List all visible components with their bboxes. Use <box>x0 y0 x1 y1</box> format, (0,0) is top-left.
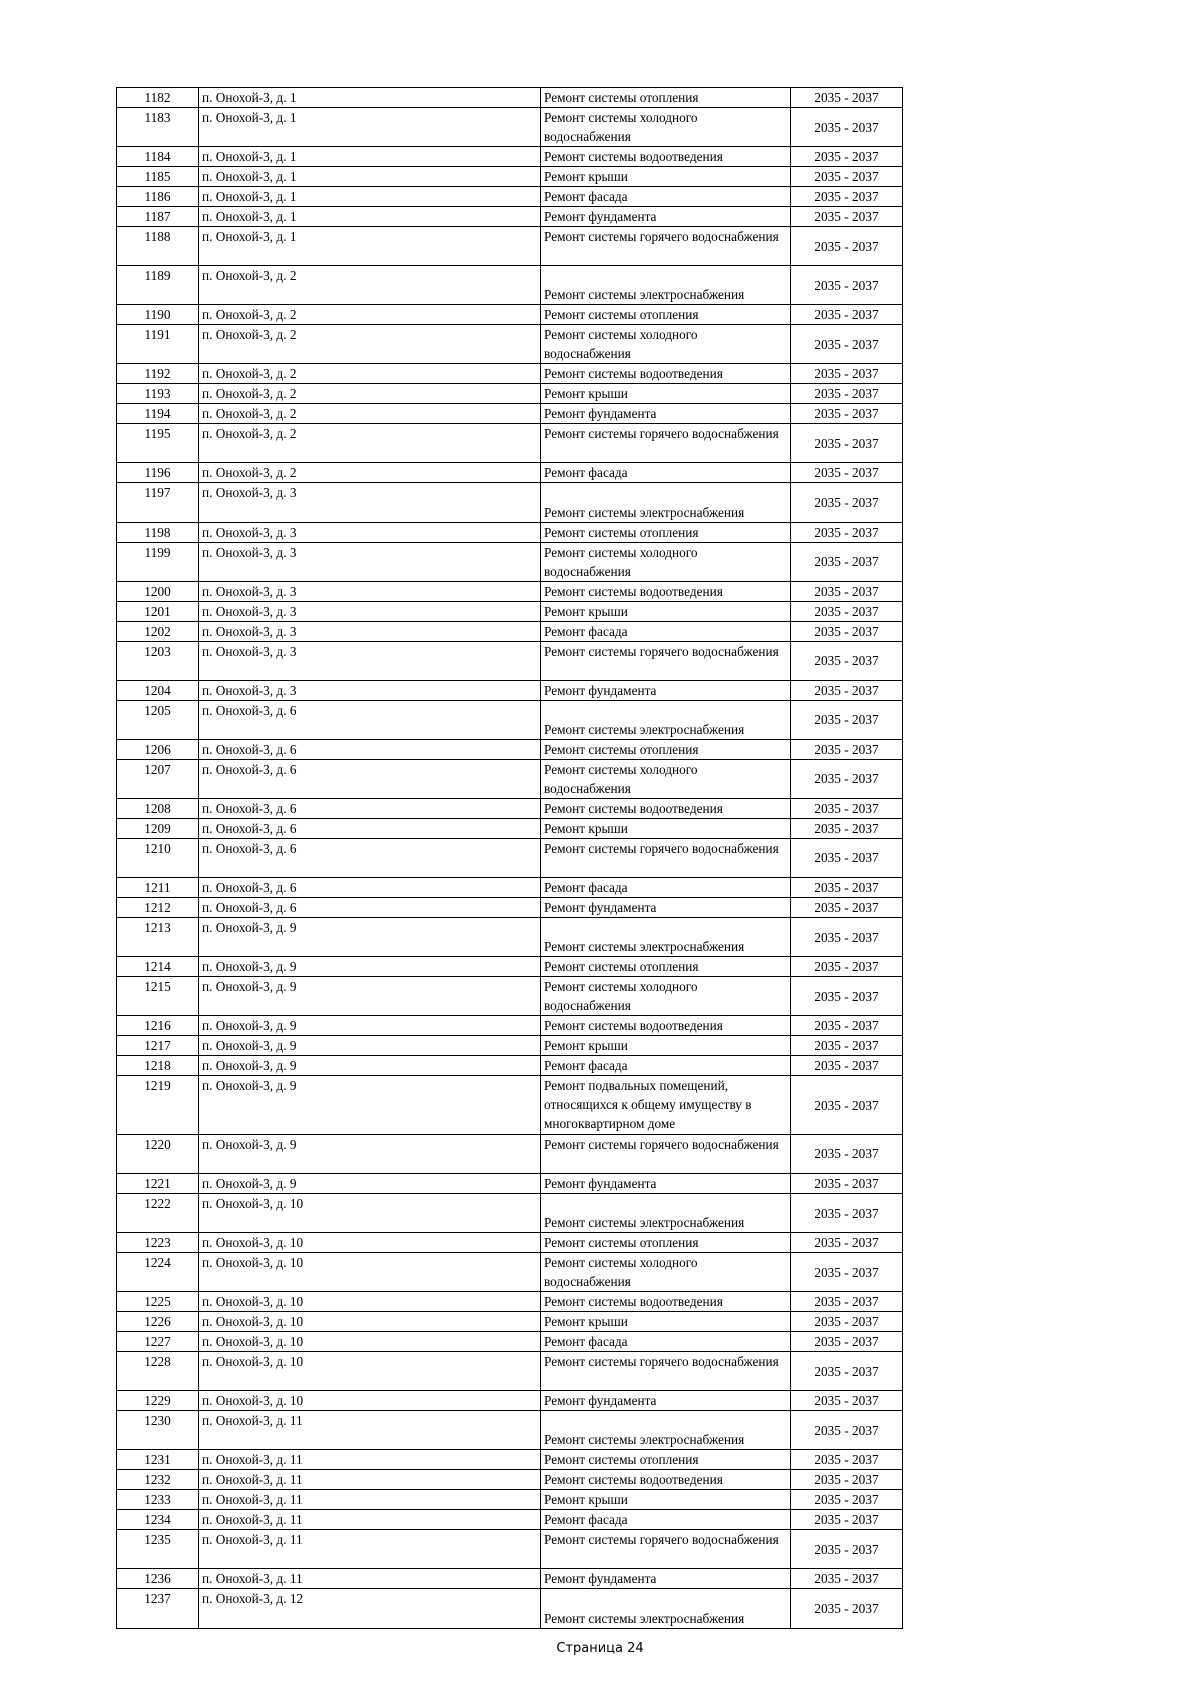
work-type-cell: Ремонт системы отопления <box>541 739 791 759</box>
address-cell: п. Онохой-3, д. 2 <box>199 266 541 305</box>
address-cell: п. Онохой-3, д. 9 <box>199 1016 541 1036</box>
period-cell: 2035 - 2037 <box>791 1174 903 1194</box>
work-type-cell: Ремонт системы электроснабжения <box>541 483 791 522</box>
row-number-cell: 1214 <box>117 957 199 977</box>
period-cell: 2035 - 2037 <box>791 1292 903 1312</box>
work-type-cell: Ремонт системы горячего водоснабжения <box>541 838 791 877</box>
address-cell: п. Онохой-3, д. 9 <box>199 1076 541 1135</box>
address-cell: п. Онохой-3, д. 3 <box>199 680 541 700</box>
table-row <box>117 621 903 641</box>
row-number-cell: 1231 <box>117 1450 199 1470</box>
row-number-cell: 1208 <box>117 798 199 818</box>
address-cell: п. Онохой-3, д. 9 <box>199 1134 541 1173</box>
row-number-cell: 1201 <box>117 601 199 621</box>
table-row <box>117 1174 903 1194</box>
address-cell: п. Онохой-3, д. 11 <box>199 1490 541 1510</box>
row-number-cell: 1203 <box>117 641 199 680</box>
address-cell: п. Онохой-3, д. 1 <box>199 187 541 207</box>
address-cell: п. Онохой-3, д. 11 <box>199 1450 541 1470</box>
period-cell: 2035 - 2037 <box>791 918 903 957</box>
row-number-cell: 1196 <box>117 463 199 483</box>
table-row <box>117 108 903 147</box>
row-number-cell: 1188 <box>117 227 199 266</box>
table-row <box>117 1510 903 1530</box>
period-cell: 2035 - 2037 <box>791 1450 903 1470</box>
table-row <box>117 898 903 918</box>
address-cell: п. Онохой-3, д. 3 <box>199 483 541 522</box>
table-row <box>117 88 903 108</box>
work-type-cell: Ремонт системы отопления <box>541 305 791 325</box>
period-cell: 2035 - 2037 <box>791 798 903 818</box>
period-cell: 2035 - 2037 <box>791 1332 903 1352</box>
table-row <box>117 1312 903 1332</box>
table-row <box>117 1450 903 1470</box>
table-row <box>117 977 903 1016</box>
row-number-cell: 1237 <box>117 1589 199 1628</box>
row-number-cell: 1221 <box>117 1174 199 1194</box>
address-cell: п. Онохой-3, д. 6 <box>199 898 541 918</box>
period-cell: 2035 - 2037 <box>791 187 903 207</box>
work-type-cell: Ремонт крыши <box>541 384 791 404</box>
period-cell: 2035 - 2037 <box>791 167 903 187</box>
period-cell: 2035 - 2037 <box>791 266 903 305</box>
work-type-cell: Ремонт фундамента <box>541 207 791 227</box>
row-number-cell: 1217 <box>117 1036 199 1056</box>
table-row <box>117 305 903 325</box>
row-number-cell: 1194 <box>117 404 199 424</box>
work-type-cell: Ремонт фасада <box>541 463 791 483</box>
row-number-cell: 1206 <box>117 739 199 759</box>
period-cell: 2035 - 2037 <box>791 1312 903 1332</box>
address-cell: п. Онохой-3, д. 2 <box>199 424 541 463</box>
address-cell: п. Онохой-3, д. 6 <box>199 878 541 898</box>
work-type-cell: Ремонт подвальных помещений, относящихся к общему имуществу в многоквартирном доме <box>541 1076 791 1135</box>
table-row <box>117 918 903 957</box>
work-type-cell: Ремонт фасада <box>541 621 791 641</box>
address-cell: п. Онохой-3, д. 10 <box>199 1194 541 1233</box>
work-type-cell: Ремонт системы холодного водоснабжения <box>541 1253 791 1292</box>
period-cell: 2035 - 2037 <box>791 1470 903 1490</box>
address-cell: п. Онохой-3, д. 9 <box>199 1036 541 1056</box>
work-type-cell: Ремонт системы отопления <box>541 88 791 108</box>
row-number-cell: 1233 <box>117 1490 199 1510</box>
period-cell: 2035 - 2037 <box>791 1510 903 1530</box>
period-cell: 2035 - 2037 <box>791 1530 903 1569</box>
address-cell: п. Онохой-3, д. 10 <box>199 1253 541 1292</box>
period-cell: 2035 - 2037 <box>791 404 903 424</box>
work-type-cell: Ремонт системы электроснабжения <box>541 1411 791 1450</box>
address-cell: п. Онохой-3, д. 6 <box>199 700 541 739</box>
period-cell: 2035 - 2037 <box>791 1036 903 1056</box>
period-cell: 2035 - 2037 <box>791 364 903 384</box>
row-number-cell: 1212 <box>117 898 199 918</box>
table-row <box>117 364 903 384</box>
address-cell: п. Онохой-3, д. 6 <box>199 818 541 838</box>
work-type-cell: Ремонт системы водоотведения <box>541 1292 791 1312</box>
period-cell: 2035 - 2037 <box>791 522 903 542</box>
address-cell: п. Онохой-3, д. 3 <box>199 542 541 581</box>
address-cell: п. Онохой-3, д. 10 <box>199 1391 541 1411</box>
address-cell: п. Онохой-3, д. 11 <box>199 1510 541 1530</box>
repair-schedule-table <box>116 87 903 1629</box>
table-row <box>117 1016 903 1036</box>
row-number-cell: 1232 <box>117 1470 199 1490</box>
period-cell: 2035 - 2037 <box>791 818 903 838</box>
table-row <box>117 404 903 424</box>
work-type-cell: Ремонт системы горячего водоснабжения <box>541 641 791 680</box>
table-row <box>117 798 903 818</box>
row-number-cell: 1200 <box>117 581 199 601</box>
period-cell: 2035 - 2037 <box>791 325 903 364</box>
row-number-cell: 1191 <box>117 325 199 364</box>
period-cell: 2035 - 2037 <box>791 1056 903 1076</box>
work-type-cell: Ремонт крыши <box>541 167 791 187</box>
work-type-cell: Ремонт фундамента <box>541 680 791 700</box>
address-cell: п. Онохой-3, д. 1 <box>199 207 541 227</box>
address-cell: п. Онохой-3, д. 3 <box>199 522 541 542</box>
period-cell: 2035 - 2037 <box>791 621 903 641</box>
period-cell: 2035 - 2037 <box>791 700 903 739</box>
address-cell: п. Онохой-3, д. 2 <box>199 463 541 483</box>
work-type-cell: Ремонт системы холодного водоснабжения <box>541 108 791 147</box>
row-number-cell: 1227 <box>117 1332 199 1352</box>
table-row <box>117 1391 903 1411</box>
address-cell: п. Онохой-3, д. 3 <box>199 581 541 601</box>
row-number-cell: 1234 <box>117 1510 199 1530</box>
table-row <box>117 1134 903 1173</box>
row-number-cell: 1190 <box>117 305 199 325</box>
work-type-cell: Ремонт системы горячего водоснабжения <box>541 424 791 463</box>
work-type-cell: Ремонт фасада <box>541 1056 791 1076</box>
row-number-cell: 1182 <box>117 88 199 108</box>
row-number-cell: 1213 <box>117 918 199 957</box>
row-number-cell: 1216 <box>117 1016 199 1036</box>
row-number-cell: 1199 <box>117 542 199 581</box>
address-cell: п. Онохой-3, д. 1 <box>199 108 541 147</box>
table-row <box>117 463 903 483</box>
work-type-cell: Ремонт системы водоотведения <box>541 1470 791 1490</box>
address-cell: п. Онохой-3, д. 12 <box>199 1589 541 1628</box>
table-row <box>117 325 903 364</box>
address-cell: п. Онохой-3, д. 10 <box>199 1352 541 1391</box>
row-number-cell: 1222 <box>117 1194 199 1233</box>
work-type-cell: Ремонт системы горячего водоснабжения <box>541 1134 791 1173</box>
address-cell: п. Онохой-3, д. 2 <box>199 384 541 404</box>
row-number-cell: 1185 <box>117 167 199 187</box>
work-type-cell: Ремонт системы электроснабжения <box>541 918 791 957</box>
work-type-cell: Ремонт крыши <box>541 1036 791 1056</box>
table-row <box>117 424 903 463</box>
work-type-cell: Ремонт системы электроснабжения <box>541 266 791 305</box>
table-row <box>117 384 903 404</box>
row-number-cell: 1230 <box>117 1411 199 1450</box>
period-cell: 2035 - 2037 <box>791 1016 903 1036</box>
work-type-cell: Ремонт фасада <box>541 1332 791 1352</box>
row-number-cell: 1225 <box>117 1292 199 1312</box>
table-row <box>117 266 903 305</box>
address-cell: п. Онохой-3, д. 3 <box>199 621 541 641</box>
row-number-cell: 1183 <box>117 108 199 147</box>
table-body <box>117 88 903 1629</box>
row-number-cell: 1224 <box>117 1253 199 1292</box>
work-type-cell: Ремонт системы холодного водоснабжения <box>541 325 791 364</box>
address-cell: п. Онохой-3, д. 9 <box>199 957 541 977</box>
work-type-cell: Ремонт системы горячего водоснабжения <box>541 227 791 266</box>
work-type-cell: Ремонт системы водоотведения <box>541 364 791 384</box>
table-row <box>117 207 903 227</box>
row-number-cell: 1184 <box>117 147 199 167</box>
work-type-cell: Ремонт крыши <box>541 601 791 621</box>
table-row <box>117 1332 903 1352</box>
row-number-cell: 1219 <box>117 1076 199 1135</box>
table-row <box>117 147 903 167</box>
table-row <box>117 1490 903 1510</box>
address-cell: п. Онохой-3, д. 3 <box>199 601 541 621</box>
address-cell: п. Онохой-3, д. 11 <box>199 1530 541 1569</box>
table-row <box>117 759 903 798</box>
work-type-cell: Ремонт системы электроснабжения <box>541 700 791 739</box>
work-type-cell: Ремонт крыши <box>541 1490 791 1510</box>
table-row <box>117 1411 903 1450</box>
table-row <box>117 1056 903 1076</box>
work-type-cell: Ремонт системы горячего водоснабжения <box>541 1352 791 1391</box>
address-cell: п. Онохой-3, д. 9 <box>199 1056 541 1076</box>
row-number-cell: 1186 <box>117 187 199 207</box>
address-cell: п. Онохой-3, д. 6 <box>199 838 541 877</box>
row-number-cell: 1197 <box>117 483 199 522</box>
work-type-cell: Ремонт системы водоотведения <box>541 1016 791 1036</box>
work-type-cell: Ремонт системы холодного водоснабжения <box>541 542 791 581</box>
work-type-cell: Ремонт системы горячего водоснабжения <box>541 1530 791 1569</box>
table-row <box>117 1589 903 1628</box>
table-row <box>117 581 903 601</box>
work-type-cell: Ремонт системы отопления <box>541 957 791 977</box>
work-type-cell: Ремонт фундамента <box>541 1569 791 1589</box>
table-row <box>117 1292 903 1312</box>
address-cell: п. Онохой-3, д. 10 <box>199 1292 541 1312</box>
row-number-cell: 1236 <box>117 1569 199 1589</box>
address-cell: п. Онохой-3, д. 11 <box>199 1470 541 1490</box>
period-cell: 2035 - 2037 <box>791 838 903 877</box>
row-number-cell: 1187 <box>117 207 199 227</box>
period-cell: 2035 - 2037 <box>791 1134 903 1173</box>
period-cell: 2035 - 2037 <box>791 898 903 918</box>
work-type-cell: Ремонт системы отопления <box>541 1233 791 1253</box>
address-cell: п. Онохой-3, д. 1 <box>199 88 541 108</box>
address-cell: п. Онохой-3, д. 1 <box>199 147 541 167</box>
row-number-cell: 1202 <box>117 621 199 641</box>
row-number-cell: 1204 <box>117 680 199 700</box>
table-row <box>117 1470 903 1490</box>
table-row <box>117 957 903 977</box>
period-cell: 2035 - 2037 <box>791 1411 903 1450</box>
period-cell: 2035 - 2037 <box>791 424 903 463</box>
row-number-cell: 1193 <box>117 384 199 404</box>
address-cell: п. Онохой-3, д. 10 <box>199 1312 541 1332</box>
table-row <box>117 739 903 759</box>
address-cell: п. Онохой-3, д. 6 <box>199 798 541 818</box>
address-cell: п. Онохой-3, д. 11 <box>199 1411 541 1450</box>
row-number-cell: 1209 <box>117 818 199 838</box>
table-row <box>117 1194 903 1233</box>
row-number-cell: 1215 <box>117 977 199 1016</box>
period-cell: 2035 - 2037 <box>791 147 903 167</box>
row-number-cell: 1205 <box>117 700 199 739</box>
table-row <box>117 878 903 898</box>
period-cell: 2035 - 2037 <box>791 207 903 227</box>
period-cell: 2035 - 2037 <box>791 1589 903 1628</box>
table-row <box>117 1569 903 1589</box>
row-number-cell: 1226 <box>117 1312 199 1332</box>
period-cell: 2035 - 2037 <box>791 1490 903 1510</box>
row-number-cell: 1207 <box>117 759 199 798</box>
period-cell: 2035 - 2037 <box>791 957 903 977</box>
row-number-cell: 1198 <box>117 522 199 542</box>
address-cell: п. Онохой-3, д. 6 <box>199 739 541 759</box>
period-cell: 2035 - 2037 <box>791 601 903 621</box>
table-row <box>117 838 903 877</box>
table-row <box>117 1233 903 1253</box>
row-number-cell: 1223 <box>117 1233 199 1253</box>
table-row <box>117 1076 903 1135</box>
period-cell: 2035 - 2037 <box>791 1253 903 1292</box>
work-type-cell: Ремонт крыши <box>541 1312 791 1332</box>
work-type-cell: Ремонт системы водоотведения <box>541 798 791 818</box>
table-row <box>117 542 903 581</box>
address-cell: п. Онохой-3, д. 2 <box>199 305 541 325</box>
period-cell: 2035 - 2037 <box>791 1233 903 1253</box>
work-type-cell: Ремонт фундамента <box>541 1174 791 1194</box>
period-cell: 2035 - 2037 <box>791 88 903 108</box>
work-type-cell: Ремонт системы водоотведения <box>541 581 791 601</box>
row-number-cell: 1218 <box>117 1056 199 1076</box>
work-type-cell: Ремонт крыши <box>541 818 791 838</box>
table-row <box>117 700 903 739</box>
work-type-cell: Ремонт фасада <box>541 187 791 207</box>
period-cell: 2035 - 2037 <box>791 878 903 898</box>
work-type-cell: Ремонт фасада <box>541 1510 791 1530</box>
address-cell: п. Онохой-3, д. 2 <box>199 364 541 384</box>
period-cell: 2035 - 2037 <box>791 739 903 759</box>
table-row <box>117 1352 903 1391</box>
row-number-cell: 1235 <box>117 1530 199 1569</box>
period-cell: 2035 - 2037 <box>791 1569 903 1589</box>
work-type-cell: Ремонт фундамента <box>541 898 791 918</box>
address-cell: п. Онохой-3, д. 2 <box>199 325 541 364</box>
work-type-cell: Ремонт системы холодного водоснабжения <box>541 759 791 798</box>
work-type-cell: Ремонт системы электроснабжения <box>541 1194 791 1233</box>
table-row <box>117 187 903 207</box>
table-row <box>117 818 903 838</box>
period-cell: 2035 - 2037 <box>791 581 903 601</box>
table-row <box>117 601 903 621</box>
table-row <box>117 1036 903 1056</box>
row-number-cell: 1229 <box>117 1391 199 1411</box>
row-number-cell: 1228 <box>117 1352 199 1391</box>
period-cell: 2035 - 2037 <box>791 463 903 483</box>
work-type-cell: Ремонт системы отопления <box>541 522 791 542</box>
row-number-cell: 1220 <box>117 1134 199 1173</box>
row-number-cell: 1189 <box>117 266 199 305</box>
table-row <box>117 641 903 680</box>
table-row <box>117 483 903 522</box>
table-row <box>117 227 903 266</box>
address-cell: п. Онохой-3, д. 1 <box>199 167 541 187</box>
period-cell: 2035 - 2037 <box>791 1076 903 1135</box>
row-number-cell: 1211 <box>117 878 199 898</box>
period-cell: 2035 - 2037 <box>791 1352 903 1391</box>
address-cell: п. Онохой-3, д. 10 <box>199 1332 541 1352</box>
period-cell: 2035 - 2037 <box>791 680 903 700</box>
period-cell: 2035 - 2037 <box>791 483 903 522</box>
period-cell: 2035 - 2037 <box>791 305 903 325</box>
row-number-cell: 1192 <box>117 364 199 384</box>
table-row <box>117 680 903 700</box>
work-type-cell: Ремонт фасада <box>541 878 791 898</box>
table-row <box>117 167 903 187</box>
address-cell: п. Онохой-3, д. 2 <box>199 404 541 424</box>
period-cell: 2035 - 2037 <box>791 108 903 147</box>
address-cell: п. Онохой-3, д. 9 <box>199 1174 541 1194</box>
period-cell: 2035 - 2037 <box>791 384 903 404</box>
period-cell: 2035 - 2037 <box>791 759 903 798</box>
address-cell: п. Онохой-3, д. 9 <box>199 977 541 1016</box>
page-number: Страница 24 <box>556 1641 644 1656</box>
table-row <box>117 1253 903 1292</box>
address-cell: п. Онохой-3, д. 9 <box>199 918 541 957</box>
period-cell: 2035 - 2037 <box>791 1391 903 1411</box>
period-cell: 2035 - 2037 <box>791 1194 903 1233</box>
address-cell: п. Онохой-3, д. 11 <box>199 1569 541 1589</box>
period-cell: 2035 - 2037 <box>791 227 903 266</box>
address-cell: п. Онохой-3, д. 6 <box>199 759 541 798</box>
work-type-cell: Ремонт системы отопления <box>541 1450 791 1470</box>
address-cell: п. Онохой-3, д. 10 <box>199 1233 541 1253</box>
table-row <box>117 522 903 542</box>
period-cell: 2035 - 2037 <box>791 977 903 1016</box>
work-type-cell: Ремонт системы водоотведения <box>541 147 791 167</box>
period-cell: 2035 - 2037 <box>791 542 903 581</box>
row-number-cell: 1210 <box>117 838 199 877</box>
work-type-cell: Ремонт фундамента <box>541 404 791 424</box>
address-cell: п. Онохой-3, д. 1 <box>199 227 541 266</box>
work-type-cell: Ремонт системы электроснабжения <box>541 1589 791 1628</box>
work-type-cell: Ремонт фундамента <box>541 1391 791 1411</box>
row-number-cell: 1195 <box>117 424 199 463</box>
work-type-cell: Ремонт системы холодного водоснабжения <box>541 977 791 1016</box>
table-row <box>117 1530 903 1569</box>
period-cell: 2035 - 2037 <box>791 641 903 680</box>
address-cell: п. Онохой-3, д. 3 <box>199 641 541 680</box>
